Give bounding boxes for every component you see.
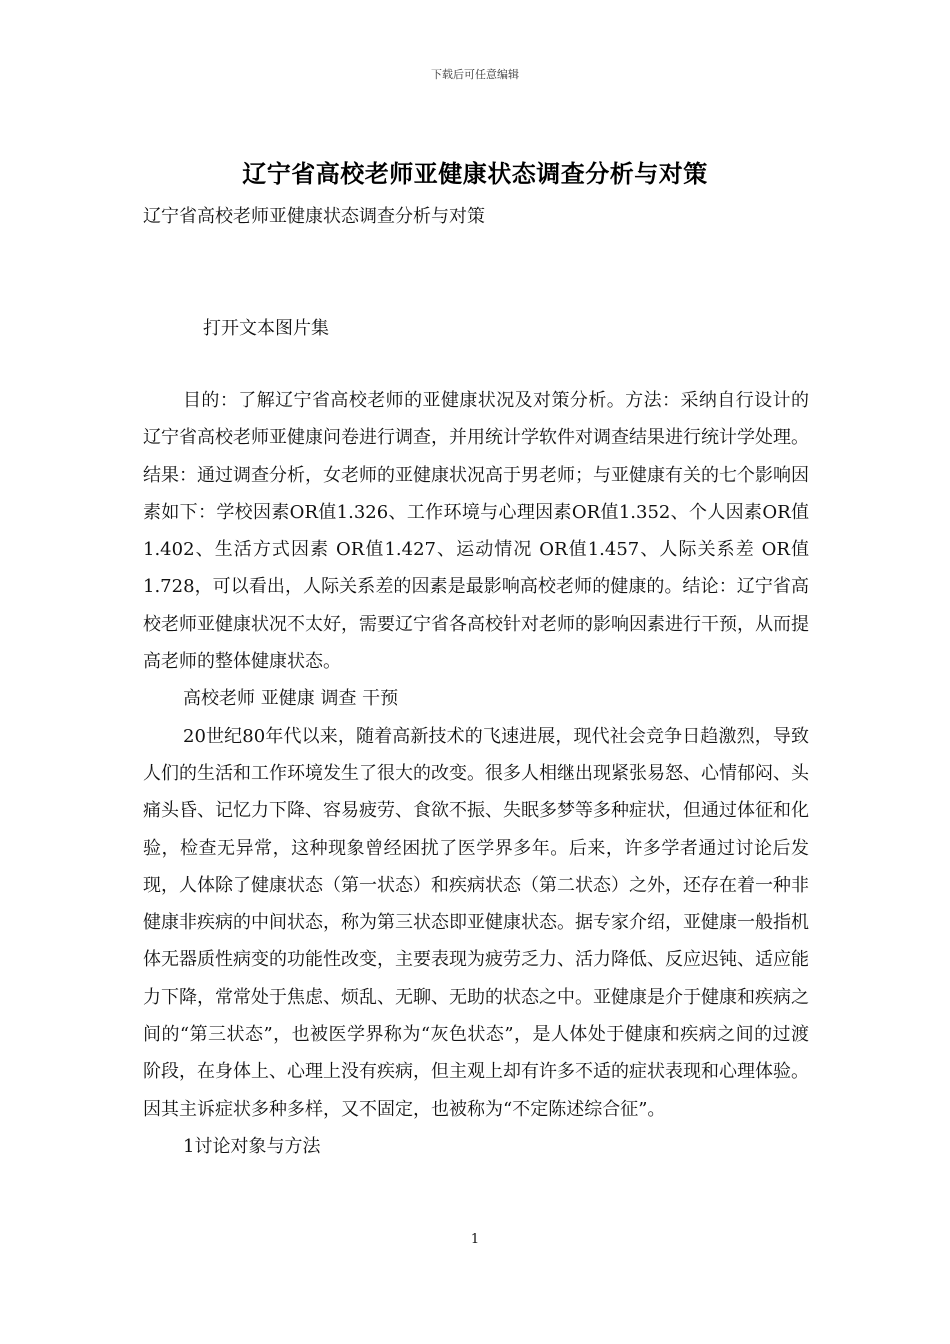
document-title: 辽宁省高校老师亚健康状态调查分析与对策	[242, 159, 708, 188]
section-heading: 1讨论对象与方法	[183, 1135, 321, 1157]
document-subtitle: 辽宁省高校老师亚健康状态调查分析与对策	[143, 206, 485, 227]
header-note: 下载后可任意编辑	[431, 68, 519, 81]
keywords-paragraph: 高校老师 亚健康 调查 干预	[183, 688, 399, 710]
intro-paragraph: 20世纪80年代以来，随着高新技术的飞速进展，现代社会竞争日趋激烈，导致人们的生活和工作环境发生了很大的改变。很多人相继出现紧张易怒、心情郁闷、头痛头昏、记忆力下降、容易疲劳、食欲不振、失眠多梦等多种症状，但通过体征和化验，检查无异常，这种现象曾经困扰了医学界多年。后来，许多学者通过讨论后发现，人体除了健康状态（第一状态）和疾病状态（第二状态）之外，还存在着一种非健康非疾病的中间状态，称为第三状态即亚健康状态。据专家介绍，亚健康一般指机体无器质性病变的功能性改变，主要表现为疲劳乏力、活力降低、反应迟钝、适应能力下降，常常处于焦虑、烦乱、无聊、无助的状态之中。亚健康是介于健康和疾病之间的“第三状态”，也被医学界称为“灰色状态”，是人体处于健康和疾病之间的过渡阶段，在身体上、心理上没有疾病，但主观上却有许多不适的症状表现和心理体验。因其主诉症状多种多样，又不固定，也被称为“不定陈述综合征”。	[143, 725, 809, 1120]
page-number: 1	[470, 1232, 480, 1247]
open-image-set-link[interactable]: 打开文本图片集	[203, 318, 329, 339]
document-body	[143, 382, 809, 1165]
abstract-paragraph: 目的：了解辽宁省高校老师的亚健康状况及对策分析。方法：采纳自行设计的辽宁省高校老师亚健康问卷进行调查，并用统计学软件对调查结果进行统计学处理。结果：通过调查分析，女老师的亚健康状况高于男老师；与亚健康有关的七个影响因素如下：学校因素OR值1.326、工作环境与心理因素OR值1.352、个人因素OR值1.402、生活方式因素 OR值1.427、运动情况 OR值1.457、人际关系差 OR值 1.728，可以看出，人际关系差的因素是最影响高校老师的健康的。结论：辽宁省高校老师亚健康状况不太好，需要辽宁省各高校针对老师的影响因素进行干预，从而提高老师的整体健康状态。	[143, 390, 809, 673]
